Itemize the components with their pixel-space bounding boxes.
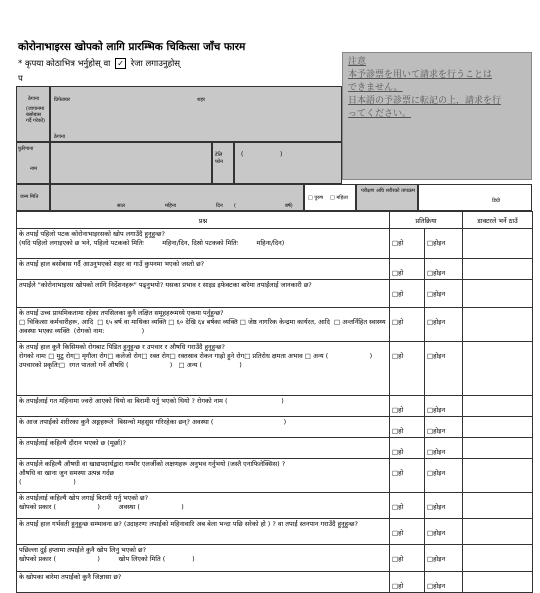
table-row <box>17 417 533 438</box>
japanese-note-box <box>342 52 532 180</box>
question-header: प्रश्न <box>17 212 390 229</box>
yes-checkbox[interactable]: □हो <box>390 396 425 417</box>
question-text: पछिल्ला दुई हप्तामा तपाईंले कुनै खोप लिनु भएको छ? खोपको प्रकार ( ) खोप लिएको मिति ( ) <box>17 545 390 572</box>
address-sub2-label: ठेगाना <box>54 134 66 140</box>
question-text: के तपाईंलाई कहिल्यै खोप लगाई बिरामी पर्नु भएको छ? खोपको प्रकार ( ) अवस्था ( ) <box>17 493 390 519</box>
doctor-notes-cell[interactable] <box>463 545 533 572</box>
yes-checkbox[interactable]: □हो <box>390 308 425 342</box>
phone-field[interactable] <box>234 142 342 184</box>
question-text: के खोपका बारेमा तपाईंको कुनै जिज्ञासा छ? <box>17 572 390 593</box>
question-text: के तपाईं हाल बसोबास गर्दै आउनुभएको शहर वा गाउँ कुपनमा भएको जस्तो छ? <box>17 259 390 280</box>
instruction-text: * कृपया कोठाभित्र भर्नुहोस् वा <box>18 59 111 69</box>
table-row <box>17 259 533 280</box>
doctor-notes-cell[interactable] <box>463 417 533 438</box>
no-checkbox[interactable]: □होइन <box>425 280 463 308</box>
yes-checkbox[interactable]: □हो <box>390 459 425 493</box>
note-line: できません。 <box>348 83 403 93</box>
day-label: दिन <box>216 203 223 209</box>
phone-paren-close: ) <box>280 151 283 158</box>
no-checkbox[interactable]: □होइन <box>425 438 463 459</box>
prefecture-label: प्रिफेक्चर <box>54 97 71 103</box>
no-checkbox[interactable]: □होइन <box>425 459 463 493</box>
temperature-label: परीक्षण अघि शरीरको तापक्रम <box>361 188 415 194</box>
doctor-notes-cell[interactable] <box>463 280 533 308</box>
question-text: के तपाईंले कहिल्यै औषधी वा खाद्यपदार्थद्वारा गम्भीर एलर्जीको लक्षणहरू अनुभव गर्नुभयो (जस्तै एनाफिलेक्सिस) ? औषधि वा खाना जुन समस्या उत्पन्न गर्दछ ( ) <box>17 459 390 493</box>
doctor-notes-cell[interactable] <box>463 396 533 417</box>
phone-label: टेलि फोन <box>215 152 223 165</box>
name-field[interactable] <box>50 142 212 184</box>
doctor-notes-cell[interactable] <box>463 308 533 342</box>
no-checkbox[interactable]: □होइन <box>425 342 463 396</box>
yes-checkbox[interactable]: □हो <box>390 342 425 396</box>
form-title: कोरोनाभाइरस खोपको लागि प्रारम्भिक चिकित्सा जाँच फारम <box>18 41 246 53</box>
question-text: के तपाईं उच्च प्राथमिकतामा रहेका तपसिलका कुनै लक्षित समूहहरूमध्ये एकमा पर्नुहुन्छ? □ चिकित्सा कर्मचारीहरू, आदि □ ६५ बर्ष वा माथिका व्यक्ति □ ६० देखि ६४ बर्षका व्यक्ति □ जेष्ठ नागरिक केन्द्रमा कार्यरत, आदि □ अन्तर्निहित स्वास्थ्य अवस्था भएका व्यक्ति (रोगको नाम: ) <box>17 308 390 342</box>
question-text: तपाईंले "कोरोनाभाइरस खोपको लागि निर्देशनहरू" पढ्नुभयो? यसका प्रभाव र साइड इफेक्टका बारेमा तपाईंलाई जानकारी छ? <box>17 280 390 308</box>
note-line: ってください。 <box>348 109 412 119</box>
doctor-notes-cell[interactable] <box>463 229 533 259</box>
table-row <box>17 545 533 572</box>
question-text: के तपाईं पहिलो पटक कोरोनाभाइरसको खोप लगाउँदै हुनुहुन्छ? (यदि पहिलो लगाइएको छ भने, पहिलो पटकको मितिः महिना/दिन, दिस्रो पटकको मितिः महिना/दिन) <box>17 229 390 259</box>
table-header-row <box>17 212 533 229</box>
table-row <box>17 308 533 342</box>
table-row <box>17 396 533 417</box>
phone-paren-open: ( <box>241 151 244 158</box>
no-checkbox[interactable]: □होइन <box>425 396 463 417</box>
question-text: के तपाईं हाल गर्भवती हुनुहुन्छ सम्भावना छ? (उदाहरणः तपाईंको महिनावारि अब बेला भन्दा पछि सरेको हो ) ? वा तपाईं स्तनपान गराउँदै हुनुहुन्छ? <box>17 519 390 545</box>
yes-checkbox[interactable]: □हो <box>390 572 425 593</box>
gender-male[interactable]: □ पुरुष <box>308 195 324 201</box>
furigana-label: फुरिगाना <box>18 146 34 152</box>
question-text: के आज तपाईंको शरीरका कुनै अङ्गहरूले बिसन्चो महसुस गरिरहेका छन्? अवस्था ( ) <box>17 417 390 438</box>
temperature-field[interactable] <box>418 184 532 211</box>
question-table <box>16 211 533 593</box>
doctor-notes-cell[interactable] <box>463 438 533 459</box>
checkmark-icon: ✓ <box>115 58 126 69</box>
age-close: बर्ष) <box>285 203 293 209</box>
instruction-text-b: रेजा लगाउनुहोस् <box>130 59 181 69</box>
age-open: ( <box>234 203 236 209</box>
table-row <box>17 280 533 308</box>
address-label: ठेगाना <box>28 96 40 102</box>
no-checkbox[interactable]: □होइन <box>425 308 463 342</box>
doctor-notes-cell[interactable] <box>463 459 533 493</box>
table-row <box>17 229 533 259</box>
dob-field[interactable] <box>50 184 304 211</box>
gender-female[interactable]: □ महिला <box>330 195 348 201</box>
degree-label: डिग्री <box>492 198 501 204</box>
yes-checkbox[interactable]: □हो <box>390 438 425 459</box>
no-checkbox[interactable]: □होइन <box>425 519 463 545</box>
note-line: 日本語の予診票に転記の上，請求を行 <box>348 96 502 106</box>
doctor-notes-cell[interactable] <box>463 342 533 396</box>
no-checkbox[interactable]: □होइन <box>425 229 463 259</box>
no-checkbox[interactable]: □होइन <box>425 259 463 280</box>
question-text: के तपाईंलाई कहिल्यै दौरान भएको छ (मूर्छा)? <box>17 438 390 459</box>
doctor-notes-cell[interactable] <box>463 572 533 593</box>
month-label: महिना <box>165 203 177 209</box>
table-row <box>17 519 533 545</box>
city-label: शहर <box>197 97 206 103</box>
dob-label: जन्म मिति <box>20 194 39 200</box>
yes-checkbox[interactable]: □हो <box>390 280 425 308</box>
question-text: के तपाईं हाल कुनै किसिमको रोगबाट पिडित हुनुहुन्छ र उपचार र औषधि गराउँदै हुनुहुन्छ? रोगको नामः □ मुटु रोग□ मृगौला रोग□ कलेजो रोग□ रक्त रोग□ रक्तस्राव रोकन गाह्रो हुने रोग□ प्रतिरोध क्षमता अभाव □ अन्य ( ) उपचारको प्रकृतिः□ रगत पातलो गर्ने औषधि ( ) □ अन्य ( ) <box>17 342 390 396</box>
instructions <box>18 58 180 69</box>
doctor-notes-cell[interactable] <box>463 519 533 545</box>
no-checkbox[interactable]: □होइन <box>425 417 463 438</box>
yes-checkbox[interactable]: □हो <box>390 417 425 438</box>
note-line: 注意 <box>348 57 367 67</box>
no-checkbox[interactable]: □होइन <box>425 545 463 572</box>
instruction-text-c: प <box>18 74 23 84</box>
table-row <box>17 572 533 593</box>
no-checkbox[interactable]: □होइन <box>425 572 463 593</box>
yes-checkbox[interactable]: □हो <box>390 519 425 545</box>
address-field[interactable] <box>50 86 342 142</box>
yes-checkbox[interactable]: □हो <box>390 229 425 259</box>
response-header: प्रतिक्रिया <box>390 212 463 229</box>
question-text: के तपाईंलाई गत महिनामा ज्वरो आएको थियो वा बिरामी पर्नु भएको थियो ? रोगको नाम ( ) <box>17 396 390 417</box>
address-sub: (जापानमा बसोबास गर्दै गरेको) <box>26 106 46 124</box>
table-row <box>17 459 533 493</box>
doctor-header: डाक्टरले भर्ने ठाउँ <box>463 212 533 229</box>
name-label: नाम <box>30 166 38 172</box>
yes-checkbox[interactable]: □हो <box>390 545 425 572</box>
yes-checkbox[interactable]: □हो <box>390 259 425 280</box>
no-checkbox[interactable]: □होइन <box>425 493 463 519</box>
table-row <box>17 342 533 396</box>
table-row <box>17 493 533 519</box>
doctor-notes-cell[interactable] <box>463 259 533 280</box>
note-line: 本予診票を用いて請求を行うことは <box>348 70 493 80</box>
doctor-notes-cell[interactable] <box>463 493 533 519</box>
yes-checkbox[interactable]: □हो <box>390 493 425 519</box>
year-label: साल <box>117 203 126 209</box>
table-row <box>17 438 533 459</box>
